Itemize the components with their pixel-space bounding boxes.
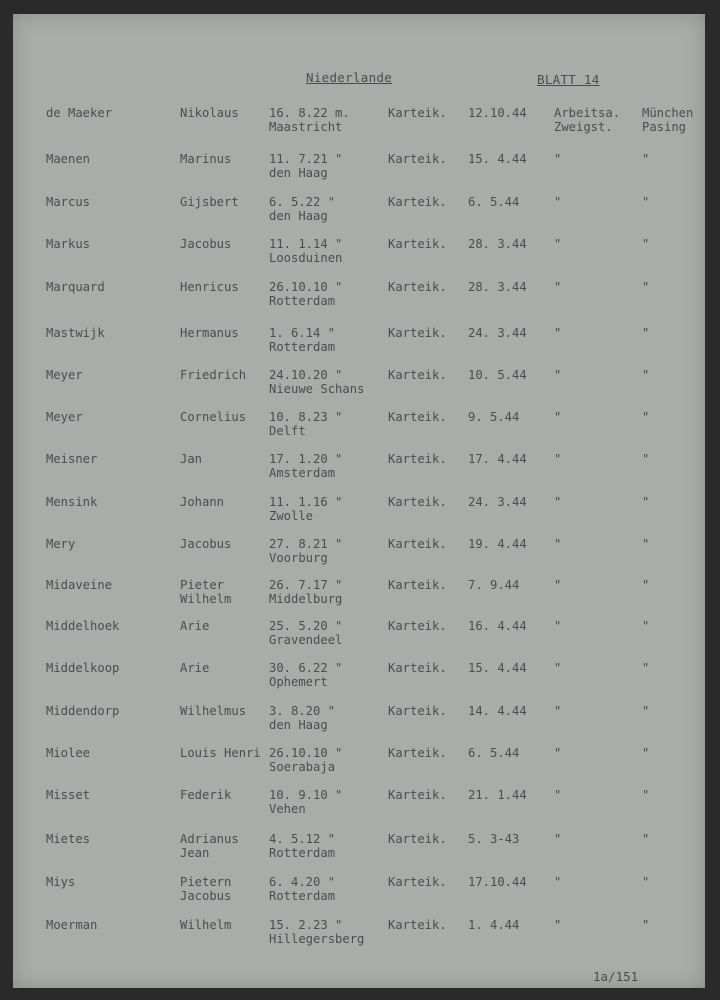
surname-cell: Meyer (46, 410, 83, 424)
given-name-cell: Pietern Jacobus (180, 875, 232, 903)
birth-date-place-cell: 15. 2.23 " Hillegersberg (269, 918, 365, 946)
given-name-cell: Jacobus (180, 237, 232, 251)
surname-cell: Mastwijk (46, 326, 105, 340)
record-date-cell: 16. 4.44 (468, 619, 527, 633)
karteik-cell: Karteik. (388, 619, 447, 633)
karteik-cell: Karteik. (388, 280, 447, 294)
birth-date-place-cell: 11. 7.21 " den Haag (269, 152, 343, 180)
location-cell: " (642, 280, 650, 294)
birth-date-place-cell: 11. 1.14 " Loosduinen (269, 237, 343, 265)
birth-date-place-cell: 17. 1.20 " Amsterdam (269, 452, 343, 480)
location-cell: " (642, 326, 650, 340)
location-cell: " (642, 452, 650, 466)
office-cell: " (554, 326, 562, 340)
record-row (13, 237, 705, 279)
record-row (13, 410, 705, 452)
record-date-cell: 28. 3.44 (468, 237, 527, 251)
surname-cell: Middendorp (46, 704, 120, 718)
location-cell: " (642, 237, 650, 251)
karteik-cell: Karteik. (388, 152, 447, 166)
record-date-cell: 1. 4.44 (468, 918, 520, 932)
given-name-cell: Jan (180, 452, 203, 466)
given-name-cell: Friedrich (180, 368, 247, 382)
karteik-cell: Karteik. (388, 368, 447, 382)
office-cell: " (554, 619, 562, 633)
surname-cell: Marcus (46, 195, 91, 209)
given-name-cell: Gijsbert (180, 195, 239, 209)
birth-date-place-cell: 6. 4.20 " Rotterdam (269, 875, 336, 903)
office-cell: " (554, 280, 562, 294)
record-list (13, 14, 705, 988)
record-row (13, 495, 705, 537)
office-cell: " (554, 875, 562, 889)
record-row (13, 152, 705, 194)
record-date-cell: 17. 4.44 (468, 452, 527, 466)
location-cell: " (642, 195, 650, 209)
office-cell: " (554, 537, 562, 551)
karteik-cell: Karteik. (388, 875, 447, 889)
record-date-cell: 12.10.44 (468, 106, 527, 120)
record-row (13, 704, 705, 746)
birth-date-place-cell: 10. 8.23 " Delft (269, 410, 343, 438)
karteik-cell: Karteik. (388, 832, 447, 846)
record-row (13, 326, 705, 368)
karteik-cell: Karteik. (388, 788, 447, 802)
karteik-cell: Karteik. (388, 106, 447, 120)
location-cell: " (642, 875, 650, 889)
location-cell: " (642, 832, 650, 846)
page-reference: 1a/151 (593, 969, 639, 984)
office-cell: " (554, 368, 562, 382)
record-row (13, 746, 705, 788)
surname-cell: Marquard (46, 280, 105, 294)
location-cell: " (642, 746, 650, 760)
surname-cell: Moerman (46, 918, 98, 932)
given-name-cell: Johann (180, 495, 225, 509)
record-row (13, 832, 705, 874)
office-cell: " (554, 452, 562, 466)
karteik-cell: Karteik. (388, 704, 447, 718)
office-cell: " (554, 746, 562, 760)
office-cell: " (554, 788, 562, 802)
birth-date-place-cell: 26.10.10 " Soerabaja (269, 746, 343, 774)
surname-cell: Miolee (46, 746, 91, 760)
record-date-cell: 9. 5.44 (468, 410, 520, 424)
location-cell: " (642, 619, 650, 633)
record-date-cell: 28. 3.44 (468, 280, 527, 294)
karteik-cell: Karteik. (388, 918, 447, 932)
karteik-cell: Karteik. (388, 410, 447, 424)
record-date-cell: 7. 9.44 (468, 578, 520, 592)
birth-date-place-cell: 26.10.10 " Rotterdam (269, 280, 343, 308)
given-name-cell: Wilhelm (180, 918, 232, 932)
karteik-cell: Karteik. (388, 578, 447, 592)
birth-date-place-cell: 16. 8.22 m. Maastricht (269, 106, 350, 134)
location-cell: " (642, 661, 650, 675)
record-row (13, 619, 705, 661)
given-name-cell: Pieter Wilhelm (180, 578, 232, 606)
surname-cell: Midaveine (46, 578, 113, 592)
birth-date-place-cell: 10. 9.10 " Vehen (269, 788, 343, 816)
surname-cell: Maenen (46, 152, 91, 166)
office-cell: " (554, 661, 562, 675)
karteik-cell: Karteik. (388, 495, 447, 509)
given-name-cell: Marinus (180, 152, 232, 166)
record-date-cell: 21. 1.44 (468, 788, 527, 802)
record-row (13, 280, 705, 322)
sheet-number: BLATT 14 (537, 72, 600, 87)
record-date-cell: 15. 4.44 (468, 152, 527, 166)
karteik-cell: Karteik. (388, 326, 447, 340)
record-date-cell: 10. 5.44 (468, 368, 527, 382)
given-name-cell: Henricus (180, 280, 239, 294)
given-name-cell: Adrianus Jean (180, 832, 239, 860)
location-cell: " (642, 918, 650, 932)
country-heading: Niederlande (306, 70, 393, 85)
location-cell: " (642, 410, 650, 424)
record-date-cell: 14. 4.44 (468, 704, 527, 718)
surname-cell: de Maeker (46, 106, 113, 120)
office-cell: " (554, 832, 562, 846)
location-cell: " (642, 704, 650, 718)
given-name-cell: Jacobus (180, 537, 232, 551)
birth-date-place-cell: 27. 8.21 " Voorburg (269, 537, 343, 565)
location-cell: " (642, 495, 650, 509)
given-name-cell: Hermanus (180, 326, 239, 340)
birth-date-place-cell: 26. 7.17 " Middelburg (269, 578, 343, 606)
record-row (13, 661, 705, 703)
karteik-cell: Karteik. (388, 746, 447, 760)
record-row (13, 106, 705, 148)
birth-date-place-cell: 25. 5.20 " Gravendeel (269, 619, 343, 647)
surname-cell: Markus (46, 237, 91, 251)
surname-cell: Meisner (46, 452, 98, 466)
karteik-cell: Karteik. (388, 195, 447, 209)
birth-date-place-cell: 4. 5.12 " Rotterdam (269, 832, 336, 860)
birth-date-place-cell: 24.10.20 " Nieuwe Schans (269, 368, 365, 396)
given-name-cell: Nikolaus (180, 106, 239, 120)
birth-date-place-cell: 1. 6.14 " Rotterdam (269, 326, 336, 354)
location-cell: " (642, 537, 650, 551)
office-cell: " (554, 410, 562, 424)
surname-cell: Mietes (46, 832, 91, 846)
record-row (13, 368, 705, 410)
location-cell: " (642, 368, 650, 382)
document-sheet (13, 14, 705, 988)
record-date-cell: 6. 5.44 (468, 746, 520, 760)
given-name-cell: Federik (180, 788, 232, 802)
record-date-cell: 15. 4.44 (468, 661, 527, 675)
surname-cell: Mery (46, 537, 76, 551)
office-cell: " (554, 495, 562, 509)
location-cell: München Pasing (642, 106, 694, 134)
given-name-cell: Wilhelmus (180, 704, 247, 718)
given-name-cell: Arie (180, 619, 210, 633)
record-date-cell: 17.10.44 (468, 875, 527, 889)
record-date-cell: 24. 3.44 (468, 495, 527, 509)
office-cell: " (554, 195, 562, 209)
birth-date-place-cell: 11. 1.16 " Zwolle (269, 495, 343, 523)
surname-cell: Mensink (46, 495, 98, 509)
office-cell: " (554, 918, 562, 932)
birth-date-place-cell: 6. 5.22 " den Haag (269, 195, 336, 223)
record-row (13, 195, 705, 237)
surname-cell: Miys (46, 875, 76, 889)
record-date-cell: 19. 4.44 (468, 537, 527, 551)
record-row (13, 537, 705, 579)
karteik-cell: Karteik. (388, 237, 447, 251)
location-cell: " (642, 578, 650, 592)
office-cell: " (554, 578, 562, 592)
office-cell: " (554, 704, 562, 718)
given-name-cell: Arie (180, 661, 210, 675)
record-row (13, 788, 705, 830)
surname-cell: Misset (46, 788, 91, 802)
record-row (13, 452, 705, 494)
office-cell: " (554, 152, 562, 166)
location-cell: " (642, 788, 650, 802)
surname-cell: Middelhoek (46, 619, 120, 633)
karteik-cell: Karteik. (388, 537, 447, 551)
karteik-cell: Karteik. (388, 661, 447, 675)
office-cell: Arbeitsa. Zweigst. (554, 106, 621, 134)
record-date-cell: 24. 3.44 (468, 326, 527, 340)
given-name-cell: Louis Henri (180, 746, 261, 760)
record-date-cell: 5. 3-43 (468, 832, 520, 846)
record-row (13, 875, 705, 917)
surname-cell: Middelkoop (46, 661, 120, 675)
birth-date-place-cell: 30. 6.22 " Ophemert (269, 661, 343, 689)
birth-date-place-cell: 3. 8.20 " den Haag (269, 704, 336, 732)
given-name-cell: Cornelius (180, 410, 247, 424)
record-row (13, 578, 705, 620)
record-row (13, 918, 705, 960)
office-cell: " (554, 237, 562, 251)
location-cell: " (642, 152, 650, 166)
karteik-cell: Karteik. (388, 452, 447, 466)
record-date-cell: 6. 5.44 (468, 195, 520, 209)
surname-cell: Meyer (46, 368, 83, 382)
